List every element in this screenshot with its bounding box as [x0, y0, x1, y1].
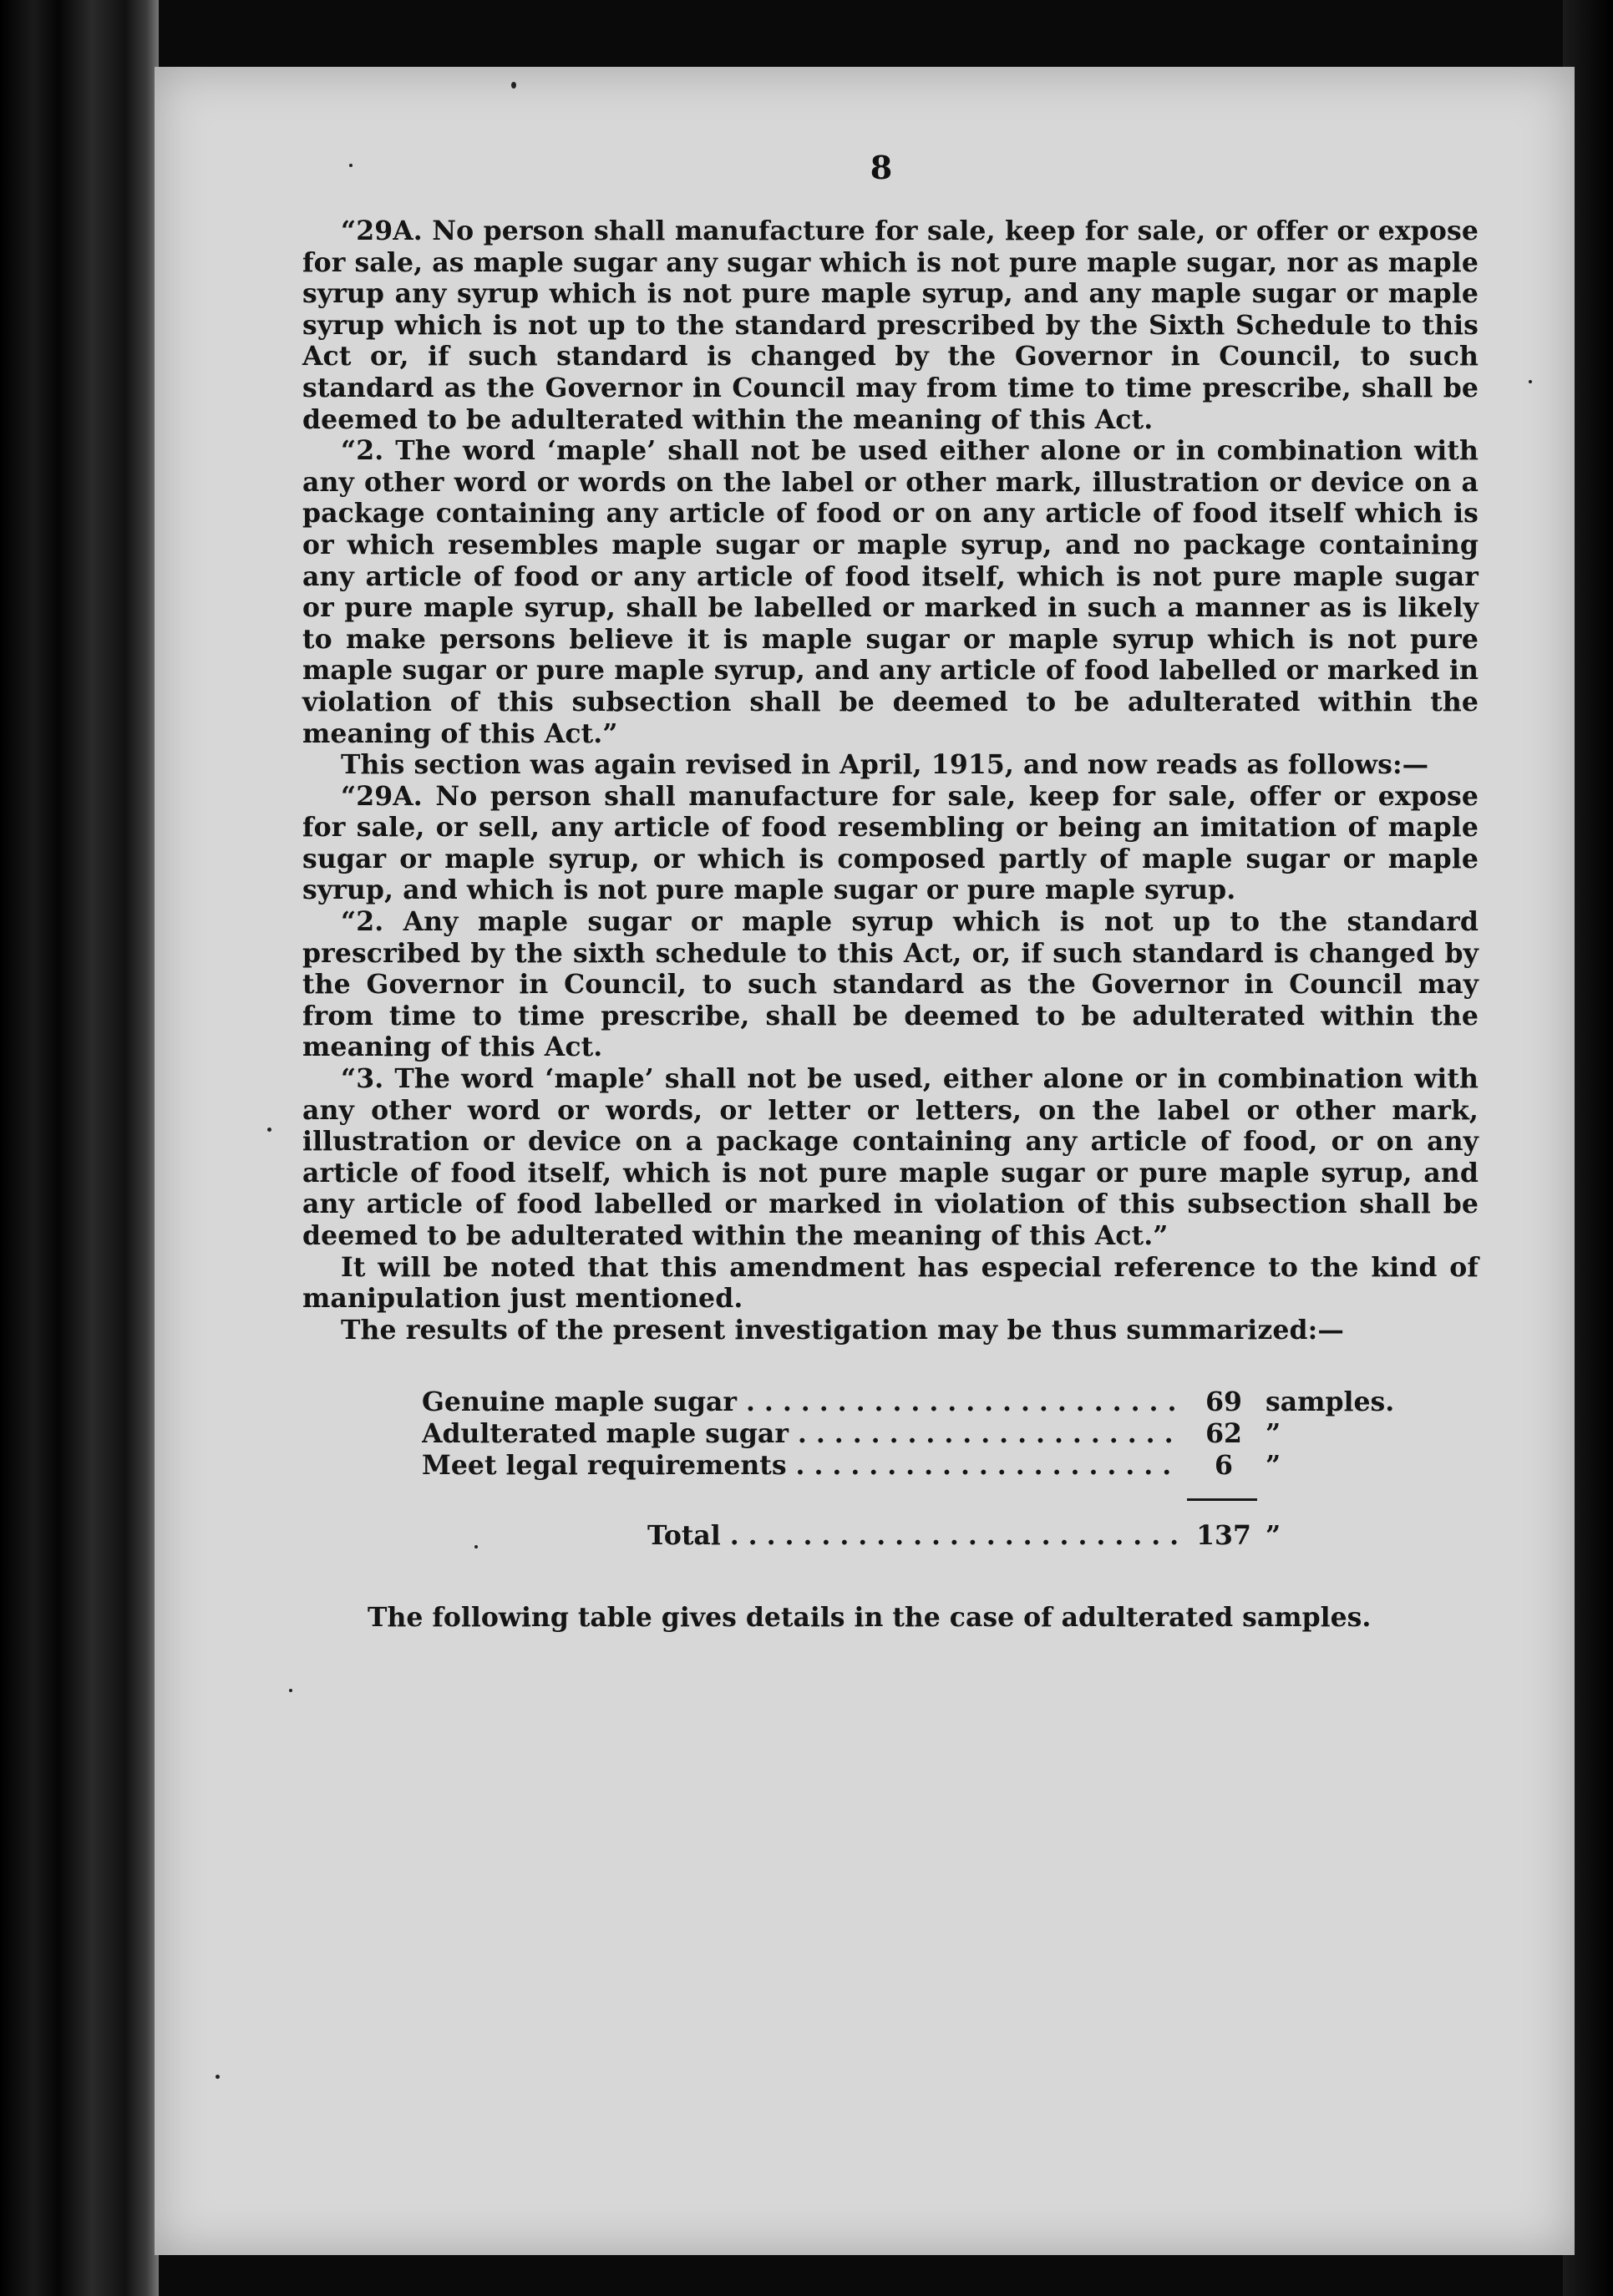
scan-speck — [511, 82, 516, 89]
paragraph-29a-revised: “29A. No person shall manufacture for sale, keep for sale, offer or expose for sale, or sell, any article of food resembling or being an imitation of maple sugar or maple syrup, or which is composed partly of maple sugar or maple syrup, and which is not pure maple sugar or pure maple syrup. — [302, 780, 1479, 906]
summary-unit: ” — [1266, 1450, 1281, 1481]
summary-unit: ” — [1266, 1418, 1281, 1449]
total-unit: ” — [1266, 1520, 1281, 1551]
paragraph-29a-original: “29A. No person shall manufacture for sale, keep for sale, or offer or expose for sale, as maple sugar any sugar which is not pure maple sugar, nor as maple syrup any syrup which is not pure maple syrup, and any maple sugar or maple syrup which is not up to the standard prescribed by the Sixth Schedule to this Act or, if such standard is changed by the Governor in Council, to such standard as the Governor in Council may from time to time prescribe, shall be deemed to be adulterated within the meaning of this Act. — [302, 215, 1479, 435]
total-label: Total . . . — [647, 1520, 1178, 1552]
body-text — [302, 215, 1479, 1346]
summary-total-row — [422, 1520, 1408, 1552]
paragraph-amendment-note: It will be noted that this amendment has especial reference to the kind of manipulation just mentioned. — [302, 1251, 1479, 1315]
paragraph-2-original: “2. The word ‘maple’ shall not be used either alone or in combination with any other word or words on the label or other mark, illustration or device on a package containing any article of food or on any article of food itself which is or which resembles maple sugar or maple syrup, and no package containing any article of food or any article of food itself, which is not pure maple sugar or pure maple syrup, shall be labelled or marked in such a manner as is likely to make persons believe it is maple sugar or maple syrup which is not pure maple sugar or pure maple syrup, and any article of food labelled or marked in violation of this subsection shall be deemed to be adulterated within the meaning of this Act.” — [302, 435, 1479, 749]
scan-speck — [349, 164, 353, 167]
scan-left-edge — [0, 0, 159, 2296]
total-count: 137 — [1196, 1520, 1251, 1551]
scan-speck — [216, 2075, 220, 2079]
total-rule — [1187, 1498, 1257, 1501]
summary-unit: samples. — [1266, 1386, 1395, 1417]
paragraph-summary-intro: The results of the present investigation may be thus summarized:— — [341, 1314, 1344, 1346]
scan-speck — [267, 1128, 271, 1132]
scan-speck — [1529, 380, 1532, 383]
summary-count: 69 — [1205, 1386, 1242, 1417]
summary-count: 62 — [1205, 1418, 1242, 1449]
summary-label: Adulterated maple sugar . . . — [422, 1418, 1178, 1450]
paragraph-3-revised: “3. The word ‘maple’ shall not be used, either alone or in combination with any other word or words, or letter or letters, on the label or other mark, illustration or device on a package containing any article of food, or on any article of food itself, which is not pure maple sugar or pure maple syrup, and any article of food labelled or marked in violation of this subsection shall be deemed to be adulterated within the meaning of this Act.” — [302, 1063, 1479, 1251]
paragraph-2-revised: “2. Any maple sugar or maple syrup which is not up to the standard prescribed by the sixth schedule to this Act, or, if such standard is changed by the Governor in Council, to such standard as the Governor in Council may from time to time prescribe, shall be deemed to be adulterated within the meaning of this Act. — [302, 906, 1479, 1063]
summary-label: Genuine maple sugar . . . — [422, 1386, 1178, 1418]
results-summary — [422, 1386, 1408, 1551]
scan-speck — [474, 1545, 478, 1548]
summary-count: 6 — [1215, 1450, 1233, 1481]
summary-row — [422, 1418, 1408, 1450]
scan-speck — [289, 1689, 292, 1692]
closing-sentence: The following table gives details in the case of adulterated samples. — [368, 1602, 1372, 1633]
page-number: 8 — [870, 149, 893, 186]
paragraph-revision-note: This section was again revised in April, 1915, and now reads as follows:— — [341, 749, 1429, 781]
summary-row — [422, 1386, 1408, 1418]
summary-label: Meet legal requirements . . . — [422, 1450, 1178, 1482]
summary-row — [422, 1450, 1408, 1482]
